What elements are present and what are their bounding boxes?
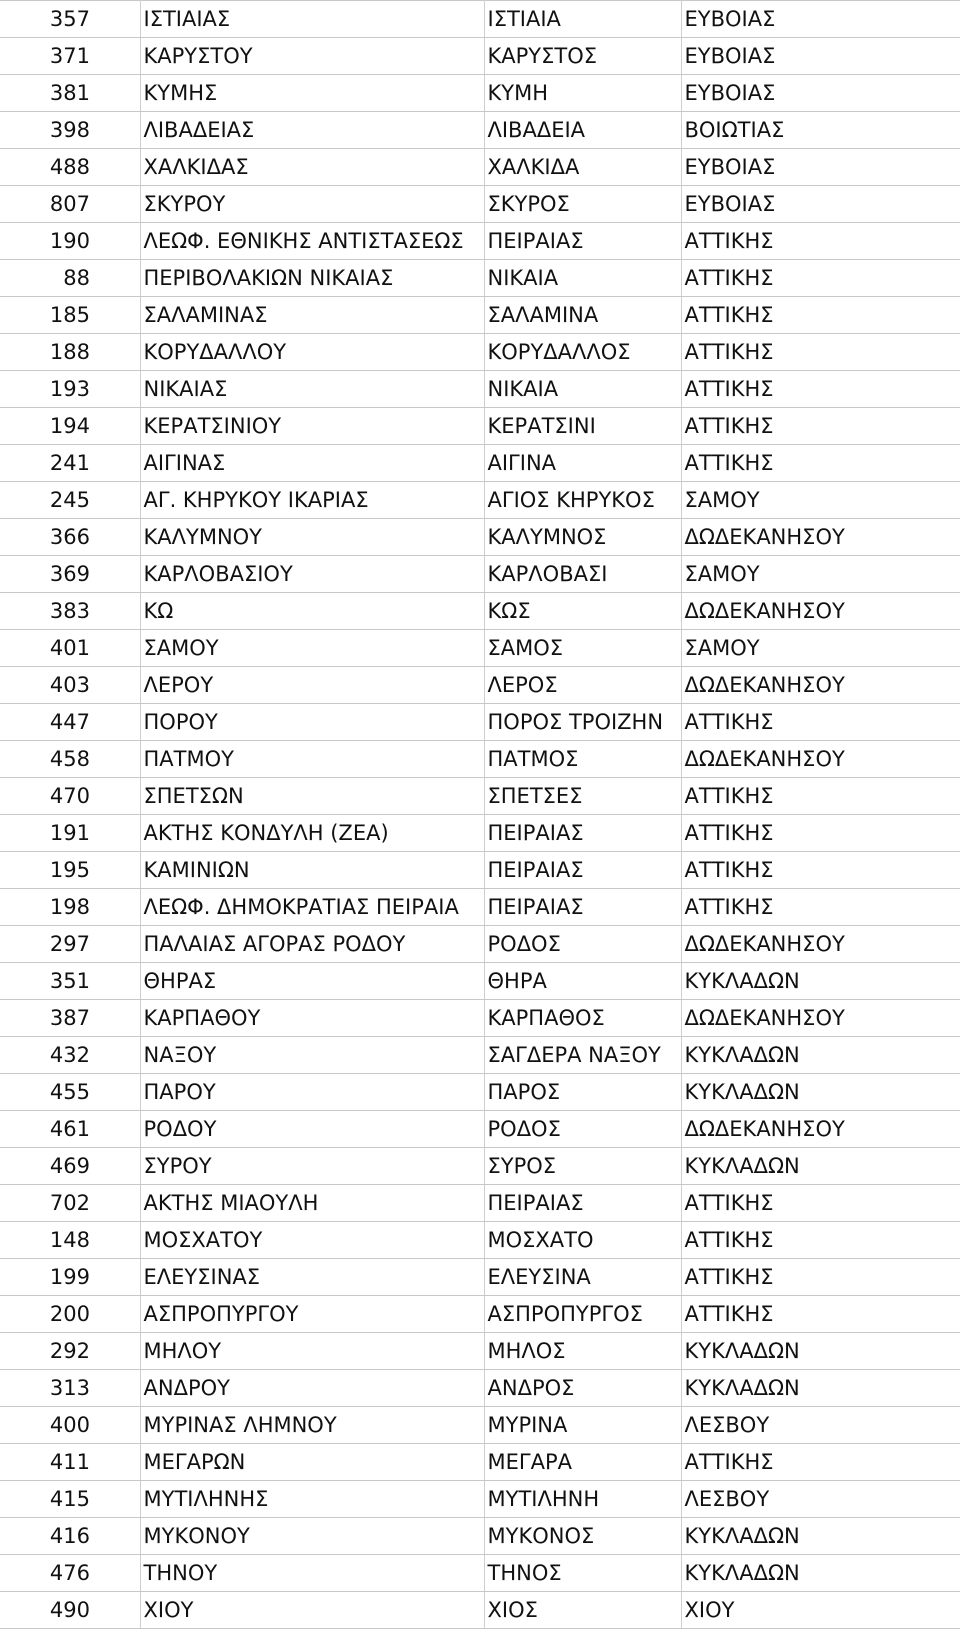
cell-city: ΣΑΛΑΜΙΝΑ [484,297,681,334]
table-row [0,815,960,852]
cell-code-text: 470 [49,784,90,808]
table-row [0,1074,960,1111]
cell-prefecture: ΕΥΒΟΙΑΣ [681,75,960,112]
cell-prefecture: ΕΥΒΟΙΑΣ [681,38,960,75]
cell-office-name: ΑΚΤΗΣ ΜΙΑΟΥΛΗ [140,1185,484,1222]
cell-prefecture: ΒΟΙΩΤΙΑΣ [681,112,960,149]
table-row [0,112,960,149]
cell-city: ΜΥΡΙΝΑ [484,1407,681,1444]
cell-city: ΚΟΡΥΔΑΛΛΟΣ [484,334,681,371]
table-row [0,1407,960,1444]
cell-code [0,297,140,334]
cell-prefecture: ΧΙΟΥ [681,1592,960,1629]
cell-prefecture: ΑΤΤΙΚΗΣ [681,1259,960,1296]
cell-code-text: 488 [49,155,90,179]
cell-prefecture: ΔΩΔΕΚΑΝΗΣΟΥ [681,593,960,630]
cell-office-name: ΜΗΛΟΥ [140,1333,484,1370]
table-row [0,1259,960,1296]
cell-code [0,482,140,519]
table-row [0,1148,960,1185]
cell-city: ΡΟΔΟΣ [484,1111,681,1148]
cell-code [0,926,140,963]
cell-city: ΠΑΤΜΟΣ [484,741,681,778]
cell-office-name: ΝΙΚΑΙΑΣ [140,371,484,408]
cell-office-name: ΑΝΔΡΟΥ [140,1370,484,1407]
cell-office-name: ΜΥΡΙΝΑΣ ΛΗΜΝΟΥ [140,1407,484,1444]
table-row [0,1000,960,1037]
cell-office-name: ΚΟΡΥΔΑΛΛΟΥ [140,334,484,371]
cell-code-text: 398 [49,118,90,142]
cell-code-text: 313 [49,1376,90,1400]
cell-code-text: 702 [49,1191,90,1215]
cell-city: ΜΥΚΟΝΟΣ [484,1518,681,1555]
cell-prefecture: ΚΥΚΛΑΔΩΝ [681,1148,960,1185]
cell-code-text: 88 [63,266,90,290]
cell-prefecture: ΚΥΚΛΑΔΩΝ [681,1555,960,1592]
cell-code [0,963,140,1000]
cell-office-name: ΚΕΡΑΤΣΙΝΙΟΥ [140,408,484,445]
cell-code [0,741,140,778]
cell-prefecture: ΑΤΤΙΚΗΣ [681,852,960,889]
cell-code [0,334,140,371]
cell-office-name: ΜΥΚΟΝΟΥ [140,1518,484,1555]
cell-code [0,1370,140,1407]
cell-prefecture: ΣΑΜΟΥ [681,482,960,519]
cell-code-text: 458 [49,747,90,771]
cell-office-name: ΚΑΡΠΑΘΟΥ [140,1000,484,1037]
cell-prefecture: ΛΕΣΒΟΥ [681,1407,960,1444]
cell-city: ΠΕΙΡΑΙΑΣ [484,852,681,889]
cell-office-name: ΤΗΝΟΥ [140,1555,484,1592]
cell-code [0,260,140,297]
cell-code-text: 455 [49,1080,90,1104]
cell-code-text: 292 [49,1339,90,1363]
table-row [0,852,960,889]
cell-code [0,112,140,149]
cell-office-name: ΛΕΡΟΥ [140,667,484,704]
cell-code-text: 461 [49,1117,90,1141]
cell-office-name: ΛΕΩΦ. ΕΘΝΙΚΗΣ ΑΝΤΙΣΤΑΣΕΩΣ [140,223,484,260]
cell-prefecture: ΚΥΚΛΑΔΩΝ [681,963,960,1000]
cell-city: ΜΟΣΧΑΤΟ [484,1222,681,1259]
table-row [0,75,960,112]
cell-code [0,186,140,223]
table-row [0,556,960,593]
table-row [0,482,960,519]
cell-city: ΑΙΓΙΝΑ [484,445,681,482]
cell-office-name: ΠΕΡΙΒΟΛΑΚΙΩΝ ΝΙΚΑΙΑΣ [140,260,484,297]
cell-prefecture: ΣΑΜΟΥ [681,630,960,667]
cell-office-name: ΣΚΥΡΟΥ [140,186,484,223]
cell-code [0,149,140,186]
table-row [0,741,960,778]
table-row [0,260,960,297]
cell-code [0,223,140,260]
cell-code-text: 190 [49,229,90,253]
cell-prefecture: ΕΥΒΟΙΑΣ [681,1,960,38]
cell-city: ΑΓΙΟΣ ΚΗΡΥΚΟΣ [484,482,681,519]
cell-code [0,1518,140,1555]
cell-city: ΡΟΔΟΣ [484,926,681,963]
table-row [0,334,960,371]
cell-code-text: 193 [49,377,90,401]
cell-prefecture: ΔΩΔΕΚΑΝΗΣΟΥ [681,519,960,556]
cell-code-text: 357 [49,7,90,31]
cell-office-name: ΠΑΤΜΟΥ [140,741,484,778]
cell-office-name: ΠΑΡΟΥ [140,1074,484,1111]
cell-code-text: 432 [49,1043,90,1067]
cell-code-text: 191 [49,821,90,845]
cell-prefecture: ΕΥΒΟΙΑΣ [681,186,960,223]
cell-office-name: ΚΑΡΥΣΤΟΥ [140,38,484,75]
cell-city: ΣΠΕΤΣΕΣ [484,778,681,815]
cell-code [0,75,140,112]
table-row [0,1333,960,1370]
cell-prefecture: ΑΤΤΙΚΗΣ [681,334,960,371]
cell-code [0,889,140,926]
cell-code [0,1592,140,1629]
cell-code-text: 200 [49,1302,90,1326]
cell-code [0,1444,140,1481]
cell-code-text: 490 [49,1598,90,1622]
table-row [0,593,960,630]
cell-prefecture: ΑΤΤΙΚΗΣ [681,1444,960,1481]
cell-prefecture: ΑΤΤΙΚΗΣ [681,1222,960,1259]
table-row [0,1037,960,1074]
cell-office-name: ΜΥΤΙΛΗΝΗΣ [140,1481,484,1518]
cell-city: ΙΣΤΙΑΙΑ [484,1,681,38]
cell-code-text: 383 [49,599,90,623]
table-row [0,1555,960,1592]
cell-code-text: 366 [49,525,90,549]
cell-office-name: ΙΣΤΙΑΙΑΣ [140,1,484,38]
cell-office-name: ΠΟΡΟΥ [140,704,484,741]
cell-code [0,1407,140,1444]
cell-code-text: 245 [49,488,90,512]
table-row [0,1444,960,1481]
cell-code-text: 387 [49,1006,90,1030]
cell-city: ΝΙΚΑΙΑ [484,260,681,297]
table-row [0,408,960,445]
table-body [0,1,960,1629]
cell-code-text: 371 [49,44,90,68]
cell-prefecture: ΑΤΤΙΚΗΣ [681,408,960,445]
cell-code [0,1555,140,1592]
cell-code [0,1185,140,1222]
cell-prefecture: ΚΥΚΛΑΔΩΝ [681,1333,960,1370]
cell-city: ΠΟΡΟΣ ΤΡΟΙΖΗΝ [484,704,681,741]
cell-code [0,1259,140,1296]
cell-office-name: ΚΩ [140,593,484,630]
cell-code-text: 447 [49,710,90,734]
cell-city: ΚΕΡΑΤΣΙΝΙ [484,408,681,445]
cell-code-text: 188 [49,340,90,364]
cell-office-name: ΜΕΓΑΡΩΝ [140,1444,484,1481]
cell-city: ΜΗΛΟΣ [484,1333,681,1370]
cell-code-text: 807 [49,192,90,216]
cell-code [0,852,140,889]
cell-office-name: ΑΚΤΗΣ ΚΟΝΔΥΛΗ (ΖΕΑ) [140,815,484,852]
cell-code-text: 194 [49,414,90,438]
cell-prefecture: ΔΩΔΕΚΑΝΗΣΟΥ [681,1111,960,1148]
cell-code [0,1,140,38]
cell-code [0,630,140,667]
cell-code-text: 369 [49,562,90,586]
cell-office-name: ΣΑΜΟΥ [140,630,484,667]
cell-code-text: 351 [49,969,90,993]
cell-office-name: ΧΑΛΚΙΔΑΣ [140,149,484,186]
cell-code [0,1037,140,1074]
cell-code [0,1296,140,1333]
table-row [0,1222,960,1259]
cell-office-name: ΚΥΜΗΣ [140,75,484,112]
cell-code [0,1111,140,1148]
cell-prefecture: ΑΤΤΙΚΗΣ [681,704,960,741]
table-row [0,149,960,186]
table-row [0,778,960,815]
cell-prefecture: ΕΥΒΟΙΑΣ [681,149,960,186]
cell-prefecture: ΚΥΚΛΑΔΩΝ [681,1518,960,1555]
cell-prefecture: ΚΥΚΛΑΔΩΝ [681,1370,960,1407]
cell-city: ΜΕΓΑΡΑ [484,1444,681,1481]
cell-office-name: ΑΙΓΙΝΑΣ [140,445,484,482]
table-row [0,38,960,75]
table-row [0,1185,960,1222]
table-row [0,630,960,667]
cell-office-name: ΣΑΛΑΜΙΝΑΣ [140,297,484,334]
cell-code [0,1222,140,1259]
cell-city: ΕΛΕΥΣΙΝΑ [484,1259,681,1296]
cell-city: ΛΕΡΟΣ [484,667,681,704]
cell-city: ΝΙΚΑΙΑ [484,371,681,408]
cell-prefecture: ΑΤΤΙΚΗΣ [681,223,960,260]
table-row [0,1592,960,1629]
cell-city: ΜΥΤΙΛΗΝΗ [484,1481,681,1518]
cell-code-text: 416 [49,1524,90,1548]
cell-code [0,704,140,741]
cell-prefecture: ΚΥΚΛΑΔΩΝ [681,1074,960,1111]
table-row [0,1481,960,1518]
cell-code-text: 469 [49,1154,90,1178]
cell-city: ΚΑΡΛΟΒΑΣΙ [484,556,681,593]
cell-code-text: 185 [49,303,90,327]
cell-city: ΠΕΙΡΑΙΑΣ [484,815,681,852]
cell-prefecture: ΔΩΔΕΚΑΝΗΣΟΥ [681,926,960,963]
cell-office-name: ΣΥΡΟΥ [140,1148,484,1185]
cell-code-text: 148 [49,1228,90,1252]
cell-office-name: ΝΑΞΟΥ [140,1037,484,1074]
cell-city: ΚΥΜΗ [484,75,681,112]
cell-code [0,593,140,630]
table-row [0,889,960,926]
cell-city: ΠΕΙΡΑΙΑΣ [484,889,681,926]
table-row [0,445,960,482]
cell-city: ΣΚΥΡΟΣ [484,186,681,223]
cell-city: ΤΗΝΟΣ [484,1555,681,1592]
cell-prefecture: ΑΤΤΙΚΗΣ [681,371,960,408]
cell-code [0,38,140,75]
cell-city: ΠΑΡΟΣ [484,1074,681,1111]
cell-prefecture: ΑΤΤΙΚΗΣ [681,778,960,815]
cell-code [0,1074,140,1111]
cell-prefecture: ΑΤΤΙΚΗΣ [681,1296,960,1333]
cell-city: ΧΑΛΚΙΔΑ [484,149,681,186]
cell-city: ΣΑΓΔΕΡΑ ΝΑΞΟΥ [484,1037,681,1074]
table-row [0,1370,960,1407]
cell-code [0,815,140,852]
cell-office-name: ΚΑΛΥΜΝΟΥ [140,519,484,556]
cell-city: ΠΕΙΡΑΙΑΣ [484,223,681,260]
cell-code-text: 198 [49,895,90,919]
table-row [0,963,960,1000]
cell-office-name: ΛΙΒΑΔΕΙΑΣ [140,112,484,149]
cell-prefecture: ΑΤΤΙΚΗΣ [681,445,960,482]
cell-city: ΛΙΒΑΔΕΙΑ [484,112,681,149]
cell-code-text: 297 [49,932,90,956]
cell-prefecture: ΑΤΤΙΚΗΣ [681,297,960,334]
table-row [0,926,960,963]
table-row [0,1296,960,1333]
table-row [0,1,960,38]
cell-code-text: 401 [49,636,90,660]
cell-office-name: ΑΓ. ΚΗΡΥΚΟΥ ΙΚΑΡΙΑΣ [140,482,484,519]
table-row [0,1111,960,1148]
cell-office-name: ΜΟΣΧΑΤΟΥ [140,1222,484,1259]
cell-office-name: ΧΙΟΥ [140,1592,484,1629]
cell-prefecture: ΑΤΤΙΚΗΣ [681,260,960,297]
cell-city: ΚΑΛΥΜΝΟΣ [484,519,681,556]
cell-code-text: 241 [49,451,90,475]
cell-code-text: 411 [49,1450,90,1474]
cell-office-name: ΕΛΕΥΣΙΝΑΣ [140,1259,484,1296]
cell-code [0,519,140,556]
cell-code-text: 195 [49,858,90,882]
cell-city: ΘΗΡΑ [484,963,681,1000]
cell-city: ΣΑΜΟΣ [484,630,681,667]
cell-city: ΚΑΡΠΑΘΟΣ [484,1000,681,1037]
cell-prefecture: ΑΤΤΙΚΗΣ [681,815,960,852]
table-row [0,297,960,334]
cell-prefecture: ΚΥΚΛΑΔΩΝ [681,1037,960,1074]
cell-code-text: 403 [49,673,90,697]
cell-code-text: 400 [49,1413,90,1437]
cell-code [0,667,140,704]
cell-code [0,445,140,482]
cell-code [0,556,140,593]
table-row [0,667,960,704]
cell-prefecture: ΣΑΜΟΥ [681,556,960,593]
cell-office-name: ΣΠΕΤΣΩΝ [140,778,484,815]
cell-prefecture: ΔΩΔΕΚΑΝΗΣΟΥ [681,667,960,704]
cell-code [0,1481,140,1518]
table-row [0,371,960,408]
cell-city: ΠΕΙΡΑΙΑΣ [484,1185,681,1222]
cell-prefecture: ΛΕΣΒΟΥ [681,1481,960,1518]
cell-office-name: ΡΟΔΟΥ [140,1111,484,1148]
cell-city: ΣΥΡΟΣ [484,1148,681,1185]
cell-code-text: 199 [49,1265,90,1289]
cell-prefecture: ΑΤΤΙΚΗΣ [681,889,960,926]
cell-code-text: 415 [49,1487,90,1511]
table-row [0,519,960,556]
cell-code [0,1148,140,1185]
cell-city: ΑΣΠΡΟΠΥΡΓΟΣ [484,1296,681,1333]
cell-office-name: ΠΑΛΑΙΑΣ ΑΓΟΡΑΣ ΡΟΔΟΥ [140,926,484,963]
cell-code-text: 381 [49,81,90,105]
cell-prefecture: ΔΩΔΕΚΑΝΗΣΟΥ [681,741,960,778]
cell-office-name: ΛΕΩΦ. ΔΗΜΟΚΡΑΤΙΑΣ ΠΕΙΡΑΙΑ [140,889,484,926]
table-row [0,186,960,223]
cell-city: ΑΝΔΡΟΣ [484,1370,681,1407]
cell-office-name: ΚΑΡΛΟΒΑΣΙΟΥ [140,556,484,593]
cell-city: ΧΙΟΣ [484,1592,681,1629]
cell-city: ΚΑΡΥΣΤΟΣ [484,38,681,75]
cell-code-text: 476 [49,1561,90,1585]
cell-code [0,408,140,445]
cell-prefecture: ΑΤΤΙΚΗΣ [681,1185,960,1222]
cell-office-name: ΚΑΜΙΝΙΩΝ [140,852,484,889]
cell-prefecture: ΔΩΔΕΚΑΝΗΣΟΥ [681,1000,960,1037]
table-row [0,1518,960,1555]
cell-office-name: ΑΣΠΡΟΠΥΡΓΟΥ [140,1296,484,1333]
cell-code [0,778,140,815]
table-row [0,223,960,260]
cell-city: ΚΩΣ [484,593,681,630]
cell-code [0,1333,140,1370]
table-row [0,704,960,741]
cell-code [0,1000,140,1037]
cell-office-name: ΘΗΡΑΣ [140,963,484,1000]
cell-code [0,371,140,408]
